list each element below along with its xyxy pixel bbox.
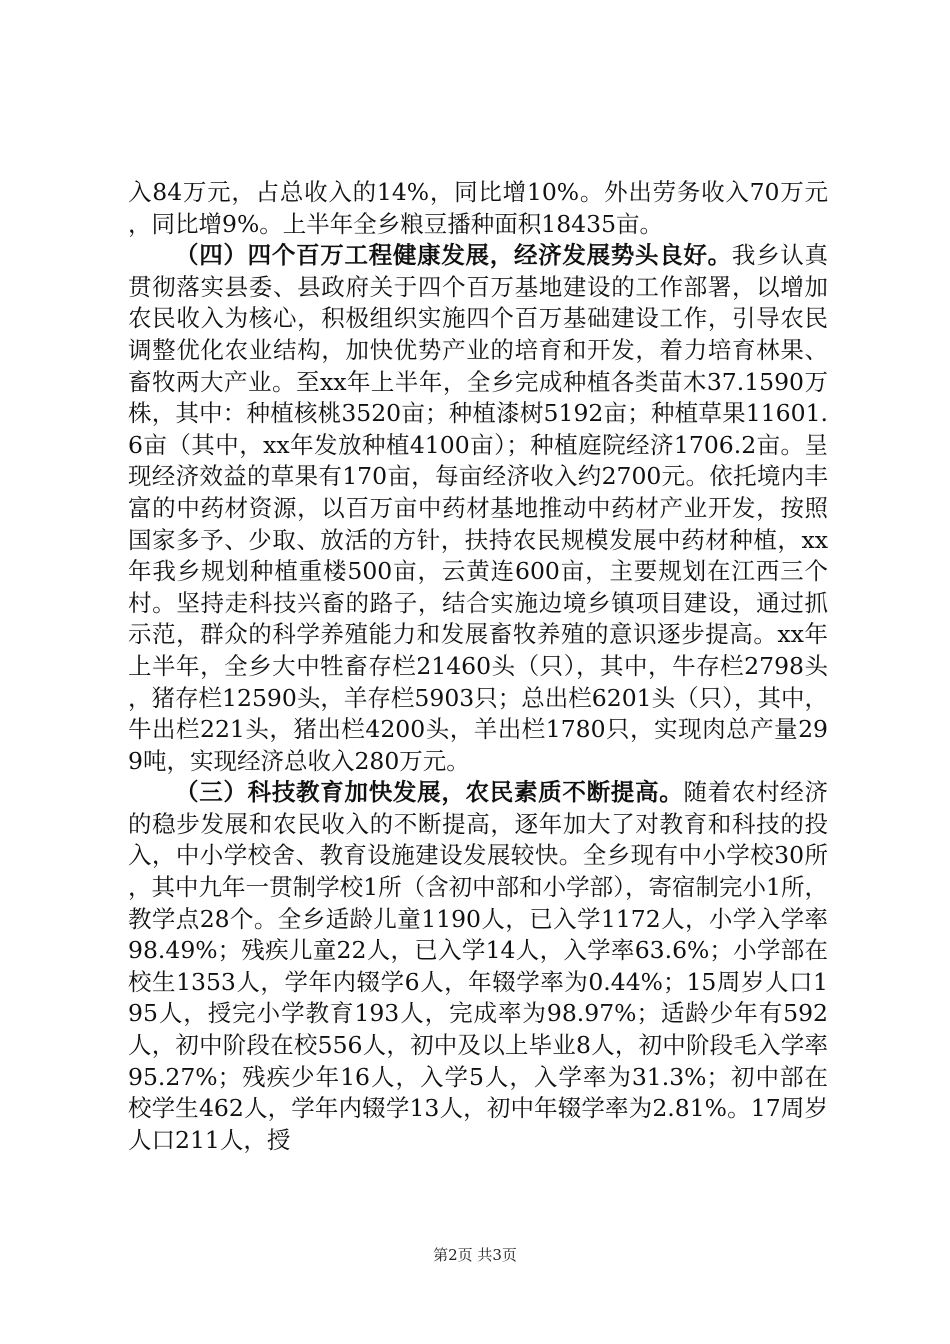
page-footer <box>0 1244 950 1265</box>
document-body <box>128 177 828 1156</box>
paragraph-2 <box>128 240 828 777</box>
paragraph-2-text: 我乡认真贯彻落实县委、县政府关于四个百万基地建设的工作部署，以增加农民收入为核心，积极组织实施四个百万基础建设工作，引导农民调整优化农业结构，加快优势产业的培育和开发，着力培育林果、畜牧两大产业。至xx年上半年，全乡完成种植各类苗木37.1590万株，其中：种植核桃3520亩；种植漆树5192亩；种植草果11601.6亩（其中，xx年发放种植4100亩）；种植庭院经济1706.2亩。呈现经济效益的草果有170亩，每亩经济收入约2700元。依托境内丰富的中药材资源，以百万亩中药材基地推动中药材产业开发，按照国家多予、少取、放活的方针，扶持农民规模发展中药材种植，xx年我乡规划种植重楼500亩，云黄连600亩，主要规划在江西三个村。坚持走科技兴畜的路子，结合实施边境乡镇项目建设，通过抓示范，群众的科学养殖能力和发展畜牧养殖的意识逐步提高。xx年上半年，全乡大中牲畜存栏21460头（只），其中，牛存栏2798头，猪存栏12590头，羊存栏5903只；总出栏6201头（只），其中，牛出栏221头，猪出栏4200头，羊出栏1780只，实现肉总产量299吨，实现经济总收入280万元。 <box>128 241 829 775</box>
page-number: 第2页 共3页 <box>433 1246 517 1264</box>
section-heading-3: （三）科技教育加快发展，农民素质不断提高。 <box>175 778 684 807</box>
paragraph-3 <box>128 777 828 1156</box>
section-heading-4: （四）四个百万工程健康发展，经济发展势头良好。 <box>175 241 732 270</box>
paragraph-1-text: 入84万元，占总收入的14%，同比增10%。外出劳务收入70万元，同比增9%。上半年全乡粮豆播种面积18435亩。 <box>128 178 828 238</box>
paragraph-1 <box>128 177 828 240</box>
paragraph-3-text: 随着农村经济的稳步发展和农民收入的不断提高，逐年加大了对教育和科技的投入，中小学校舍、教育设施建设发展较快。全乡现有中小学校30所，其中九年一贯制学校1所（含初中部和小学部），寄宿制完小1所，教学点28个。全乡适龄儿童1190人，已入学1172人，小学入学率98.49%；残疾儿童22人，已入学14人，入学率63.6%；小学部在校生1353人，学年内辍学6人，年辍学率为0.44%；15周岁人口195人，授完小学教育193人，完成率为98.97%；适龄少年有592人，初中阶段在校556人，初中及以上毕业8人，初中阶段毛入学率95.27%；残疾少年16人，入学5人，入学率为31.3%；初中部在校学生462人，学年内辍学13人，初中年辍学率为2.81%。17周岁人口211人，授 <box>128 778 829 1154</box>
